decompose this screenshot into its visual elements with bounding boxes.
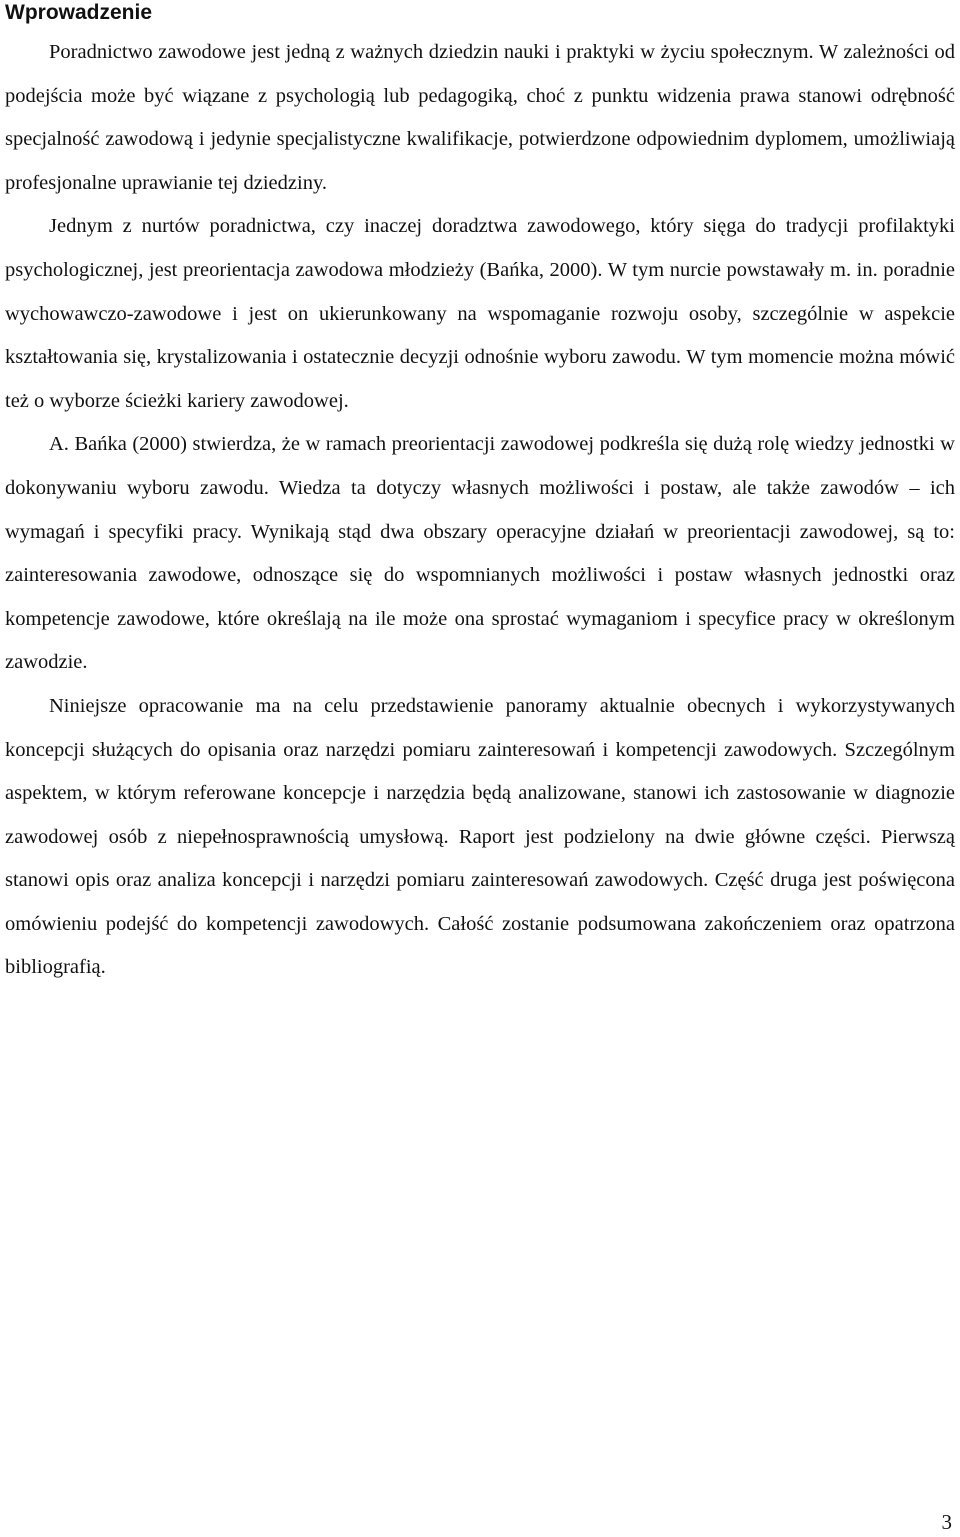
paragraph-2: Jednym z nurtów poradnictwa, czy inaczej doradztwa zawodowego, który sięga do tradycji profilaktyki psychologicznej, jest preorientacja zawodowa młodzieży (Bańka, 2000). W tym nurcie powstawały m. in. poradnie wychowawczo-zawodowe i jest on ukierunkowany na wspomaganie rozwoju osoby, szczególnie w aspekcie kształtowania się, krystalizowania i ostatecznie decyzji odnośnie wyboru zawodu. W tym momencie można mówić też o wyborze ścieżki kariery zawodowej. xyxy=(5,215,955,412)
paragraph-3: A. Bańka (2000) stwierdza, że w ramach preorientacji zawodowej podkreśla się dużą rolę wiedzy jednostki w dokonywaniu wyboru zawodu. Wiedza ta dotyczy własnych możliwości i postaw, ale także zawodów – ich wymagań i specyfiki pracy. Wynikają stąd dwa obszary operacyjne działań w preorientacji zawodowej, są to: zainteresowania zawodowe, odnoszące się do wspomnianych możliwości i postaw własnych jednostki oraz kompetencje zawodowe, które określają na ile może ona sprostać wymaganiom i specyfice pracy w określonym zawodzie. xyxy=(5,433,955,674)
section-heading: Wprowadzenie xyxy=(5,1,153,24)
paragraph-1: Poradnictwo zawodowe jest jedną z ważnych dziedzin nauki i praktyki w życiu społecznym. W zależności od podejścia może być wiązane z psychologią lub pedagogiką, choć z punktu widzenia prawa stanowi odrębność specjalność zawodową i jedynie specjalistyczne kwalifikacje, potwierdzone odpowiednim dyplomem, umożliwiają profesjonalne uprawianie tej dziedziny. xyxy=(5,41,955,194)
document-page xyxy=(5,0,955,990)
page-number: 3 xyxy=(941,1510,952,1534)
paragraph-4: Niniejsze opracowanie ma na celu przedstawienie panoramy aktualnie obecnych i wykorzystywanych koncepcji służących do opisania oraz narzędzi pomiaru zainteresowań i kompetencji zawodowych. Szczególnym aspektem, w którym referowane koncepcje i narzędzia będą analizowane, stanowi ich zastosowanie w diagnozie zawodowej osób z niepełnosprawnością umysłową. Raport jest podzielony na dwie główne części. Pierwszą stanowi opis oraz analiza koncepcji i narzędzi pomiaru zainteresowań zawodowych. Część druga jest poświęcona omówieniu podejść do kompetencji zawodowych. Całość zostanie podsumowana zakończeniem oraz opatrzona bibliografią. xyxy=(5,694,955,979)
